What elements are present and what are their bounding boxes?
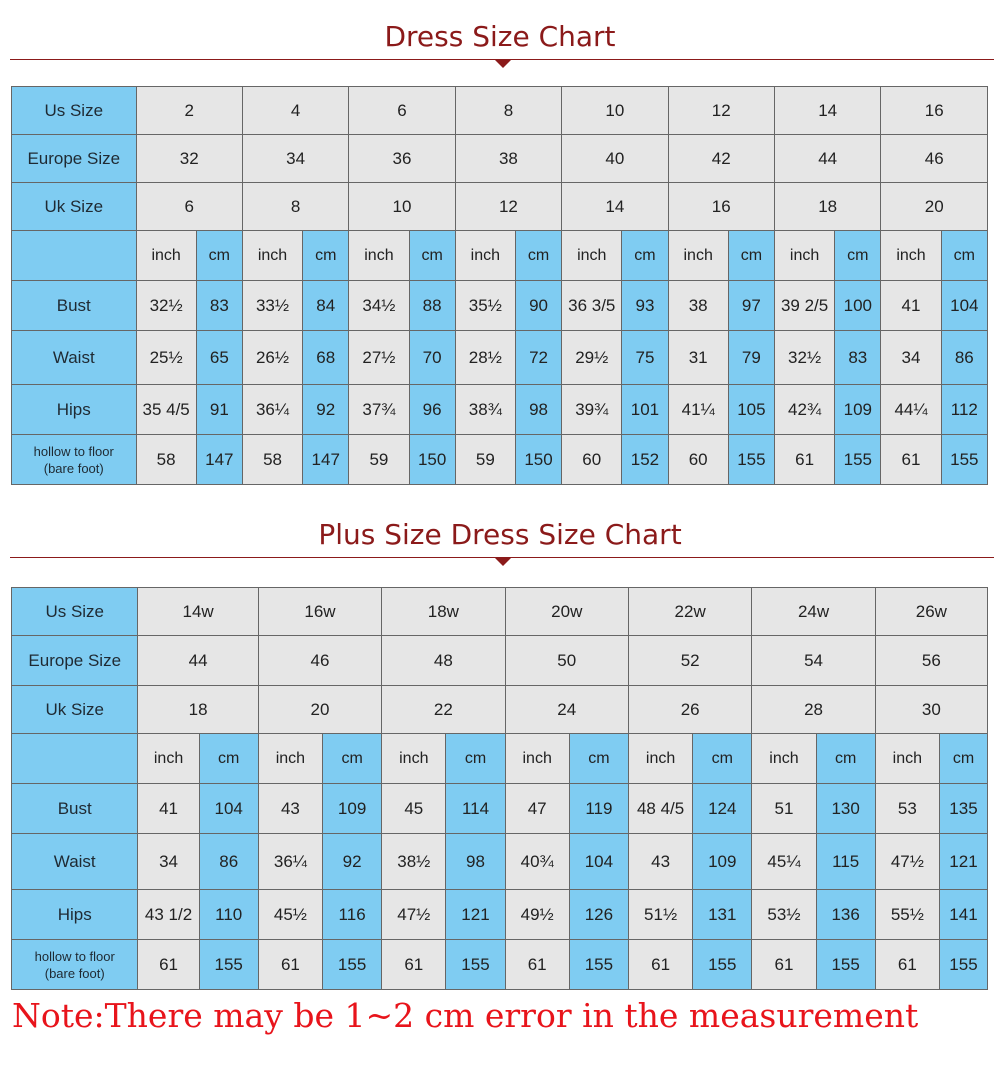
bust-cm-value: 114 [446, 784, 505, 834]
us-size-value: 6 [349, 87, 455, 135]
waist-inch-value: 36¼ [258, 834, 322, 890]
europe-size-value: 52 [628, 636, 751, 686]
waist-inch-value: 25½ [136, 331, 196, 385]
hollow-to-floor-label [12, 940, 138, 990]
waist-inch-value: 43 [628, 834, 692, 890]
hollow-cm-value: 155 [939, 940, 987, 990]
waist-cm-value: 75 [622, 331, 668, 385]
uk-size-value: 30 [875, 686, 987, 734]
bust-cm-value: 83 [196, 281, 242, 331]
unit-inch-header: inch [628, 734, 692, 784]
us-size-value: 8 [455, 87, 561, 135]
hips-cm-value: 121 [446, 890, 505, 940]
hips-cm-value: 92 [303, 385, 349, 435]
hips-inch-value: 36¼ [242, 385, 302, 435]
waist-inch-value: 31 [668, 331, 728, 385]
waist-cm-value: 86 [199, 834, 258, 890]
hips-cm-value: 96 [409, 385, 455, 435]
us-size-value: 4 [242, 87, 348, 135]
us-size-value: 2 [136, 87, 242, 135]
us-size-value: 14 [774, 87, 880, 135]
hollow-inch-value: 60 [562, 435, 622, 485]
table-row [12, 183, 988, 231]
waist-cm-value: 92 [323, 834, 382, 890]
uk-size-value: 14 [562, 183, 668, 231]
table-row [12, 435, 988, 485]
uk-size-value: 24 [505, 686, 628, 734]
hips-inch-value: 35 4/5 [136, 385, 196, 435]
table-row [12, 834, 988, 890]
waist-inch-value: 34 [138, 834, 199, 890]
table-row [12, 231, 988, 281]
unit-inch-header: inch [505, 734, 569, 784]
unit-cm-header: cm [939, 734, 987, 784]
waist-label: Waist [12, 331, 137, 385]
unit-inch-header: inch [752, 734, 816, 784]
waist-cm-value: 65 [196, 331, 242, 385]
us-size-value: 16 [881, 87, 988, 135]
caret-down-icon [495, 558, 511, 566]
hollow-inch-value: 58 [242, 435, 302, 485]
uk-size-label: Uk Size [12, 183, 137, 231]
bust-inch-value: 45 [382, 784, 446, 834]
unit-cm-header: cm [323, 734, 382, 784]
bust-cm-value: 130 [816, 784, 875, 834]
hollow-label-line2: (bare foot) [44, 965, 105, 981]
bust-cm-value: 97 [728, 281, 774, 331]
unit-inch-header: inch [881, 231, 941, 281]
caret-down-icon [495, 60, 511, 68]
waist-cm-value: 72 [515, 331, 561, 385]
unit-inch-header: inch [242, 231, 302, 281]
europe-size-value: 56 [875, 636, 987, 686]
hips-inch-value: 55½ [875, 890, 939, 940]
hollow-cm-value: 155 [816, 940, 875, 990]
europe-size-value: 48 [382, 636, 505, 686]
bust-inch-value: 41 [138, 784, 199, 834]
unit-cm-header: cm [728, 231, 774, 281]
hips-cm-value: 141 [939, 890, 987, 940]
hollow-inch-value: 60 [668, 435, 728, 485]
table-row [12, 135, 988, 183]
hips-cm-value: 126 [569, 890, 628, 940]
hollow-to-floor-label [12, 435, 137, 485]
europe-size-label: Europe Size [12, 636, 138, 686]
unit-cm-header: cm [446, 734, 505, 784]
hollow-cm-value: 147 [196, 435, 242, 485]
europe-size-value: 44 [138, 636, 258, 686]
hips-cm-value: 109 [835, 385, 881, 435]
hollow-cm-value: 155 [941, 435, 987, 485]
bust-inch-value: 41 [881, 281, 941, 331]
hips-inch-value: 51½ [628, 890, 692, 940]
unit-inch-header: inch [562, 231, 622, 281]
hips-cm-value: 116 [323, 890, 382, 940]
hollow-cm-value: 155 [199, 940, 258, 990]
measurement-note: Note:There may be 1~2 cm error in the measurement [12, 996, 919, 1035]
waist-cm-value: 98 [446, 834, 505, 890]
hollow-cm-value: 150 [409, 435, 455, 485]
us-size-value: 18w [382, 588, 505, 636]
hollow-cm-value: 152 [622, 435, 668, 485]
unit-cm-header: cm [196, 231, 242, 281]
waist-inch-value: 29½ [562, 331, 622, 385]
us-size-value: 22w [628, 588, 751, 636]
unit-inch-header: inch [668, 231, 728, 281]
bust-inch-value: 33½ [242, 281, 302, 331]
us-size-label: Us Size [12, 87, 137, 135]
us-size-value: 24w [752, 588, 875, 636]
table-row [12, 784, 988, 834]
unit-cm-header: cm [569, 734, 628, 784]
unit-inch-header: inch [349, 231, 409, 281]
hips-inch-value: 43 1/2 [138, 890, 199, 940]
us-size-value: 10 [562, 87, 668, 135]
europe-size-value: 32 [136, 135, 242, 183]
hips-cm-value: 110 [199, 890, 258, 940]
dress-size-table [11, 86, 988, 485]
uk-size-value: 8 [242, 183, 348, 231]
hips-inch-value: 39¾ [562, 385, 622, 435]
bust-cm-value: 93 [622, 281, 668, 331]
europe-size-value: 42 [668, 135, 774, 183]
unit-row-label [12, 231, 137, 281]
waist-inch-value: 28½ [455, 331, 515, 385]
bust-cm-value: 109 [323, 784, 382, 834]
unit-cm-header: cm [835, 231, 881, 281]
table-row [12, 87, 988, 135]
bust-cm-value: 88 [409, 281, 455, 331]
europe-size-value: 54 [752, 636, 875, 686]
us-size-value: 14w [138, 588, 258, 636]
bust-cm-value: 135 [939, 784, 987, 834]
unit-inch-header: inch [136, 231, 196, 281]
hollow-inch-value: 61 [258, 940, 322, 990]
waist-inch-value: 27½ [349, 331, 409, 385]
unit-cm-header: cm [199, 734, 258, 784]
hollow-label-line1: hollow to floor [33, 443, 114, 459]
hips-inch-value: 53½ [752, 890, 816, 940]
hollow-inch-value: 61 [881, 435, 941, 485]
bust-inch-value: 32½ [136, 281, 196, 331]
hips-inch-value: 37¾ [349, 385, 409, 435]
hollow-inch-value: 59 [455, 435, 515, 485]
waist-cm-value: 109 [693, 834, 752, 890]
uk-size-value: 26 [628, 686, 751, 734]
waist-cm-value: 104 [569, 834, 628, 890]
hollow-inch-value: 59 [349, 435, 409, 485]
europe-size-value: 50 [505, 636, 628, 686]
bust-cm-value: 104 [199, 784, 258, 834]
hollow-inch-value: 61 [138, 940, 199, 990]
table-row [12, 890, 988, 940]
waist-cm-value: 79 [728, 331, 774, 385]
hollow-cm-value: 155 [728, 435, 774, 485]
unit-inch-header: inch [875, 734, 939, 784]
bust-cm-value: 124 [693, 784, 752, 834]
hollow-inch-value: 61 [382, 940, 446, 990]
bust-cm-value: 84 [303, 281, 349, 331]
bust-inch-value: 35½ [455, 281, 515, 331]
hollow-inch-value: 61 [628, 940, 692, 990]
hollow-inch-value: 61 [875, 940, 939, 990]
bust-inch-value: 38 [668, 281, 728, 331]
europe-size-value: 38 [455, 135, 561, 183]
table-row [12, 281, 988, 331]
waist-inch-value: 47½ [875, 834, 939, 890]
us-size-value: 12 [668, 87, 774, 135]
table-row [12, 588, 988, 636]
unit-cm-header: cm [816, 734, 875, 784]
bust-inch-value: 53 [875, 784, 939, 834]
uk-size-value: 18 [774, 183, 880, 231]
bust-inch-value: 39 2/5 [774, 281, 834, 331]
bust-label: Bust [12, 281, 137, 331]
waist-inch-value: 34 [881, 331, 941, 385]
table-row [12, 636, 988, 686]
hollow-inch-value: 61 [752, 940, 816, 990]
waist-label: Waist [12, 834, 138, 890]
hollow-inch-value: 61 [774, 435, 834, 485]
hips-cm-value: 105 [728, 385, 774, 435]
hollow-label-line2: (bare foot) [43, 460, 104, 476]
bust-cm-value: 104 [941, 281, 987, 331]
uk-size-value: 6 [136, 183, 242, 231]
unit-cm-header: cm [941, 231, 987, 281]
unit-row-label [12, 734, 138, 784]
waist-inch-value: 32½ [774, 331, 834, 385]
unit-inch-header: inch [774, 231, 834, 281]
bust-inch-value: 47 [505, 784, 569, 834]
unit-inch-header: inch [258, 734, 322, 784]
hips-cm-value: 136 [816, 890, 875, 940]
us-size-value: 26w [875, 588, 987, 636]
unit-cm-header: cm [303, 231, 349, 281]
hips-label: Hips [12, 890, 138, 940]
table-row [12, 331, 988, 385]
table-row [12, 940, 988, 990]
hips-inch-value: 47½ [382, 890, 446, 940]
uk-size-value: 20 [881, 183, 988, 231]
bust-inch-value: 43 [258, 784, 322, 834]
bust-cm-value: 100 [835, 281, 881, 331]
hollow-inch-value: 58 [136, 435, 196, 485]
waist-cm-value: 83 [835, 331, 881, 385]
hollow-cm-value: 150 [515, 435, 561, 485]
unit-inch-header: inch [382, 734, 446, 784]
waist-inch-value: 45¼ [752, 834, 816, 890]
bust-cm-value: 90 [515, 281, 561, 331]
waist-inch-value: 40¾ [505, 834, 569, 890]
table-row [12, 385, 988, 435]
uk-size-value: 28 [752, 686, 875, 734]
bust-inch-value: 36 3/5 [562, 281, 622, 331]
hips-inch-value: 41¼ [668, 385, 728, 435]
bust-inch-value: 34½ [349, 281, 409, 331]
unit-cm-header: cm [622, 231, 668, 281]
waist-cm-value: 121 [939, 834, 987, 890]
waist-inch-value: 38½ [382, 834, 446, 890]
unit-cm-header: cm [693, 734, 752, 784]
unit-cm-header: cm [409, 231, 455, 281]
chart-title: Plus Size Dress Size Chart [318, 518, 682, 551]
hips-cm-value: 98 [515, 385, 561, 435]
us-size-label: Us Size [12, 588, 138, 636]
hips-cm-value: 112 [941, 385, 987, 435]
europe-size-value: 34 [242, 135, 348, 183]
hips-label: Hips [12, 385, 137, 435]
hollow-cm-value: 155 [835, 435, 881, 485]
uk-size-label: Uk Size [12, 686, 138, 734]
hollow-cm-value: 155 [446, 940, 505, 990]
hips-inch-value: 42¾ [774, 385, 834, 435]
europe-size-value: 36 [349, 135, 455, 183]
europe-size-value: 46 [258, 636, 381, 686]
europe-size-value: 44 [774, 135, 880, 183]
waist-cm-value: 68 [303, 331, 349, 385]
uk-size-value: 18 [138, 686, 258, 734]
europe-size-label: Europe Size [12, 135, 137, 183]
bust-inch-value: 48 4/5 [628, 784, 692, 834]
bust-inch-value: 51 [752, 784, 816, 834]
uk-size-value: 20 [258, 686, 381, 734]
hollow-cm-value: 147 [303, 435, 349, 485]
plus-size-table [11, 587, 988, 990]
unit-inch-header: inch [455, 231, 515, 281]
hips-inch-value: 49½ [505, 890, 569, 940]
europe-size-value: 40 [562, 135, 668, 183]
hips-cm-value: 101 [622, 385, 668, 435]
bust-label: Bust [12, 784, 138, 834]
hips-inch-value: 44¼ [881, 385, 941, 435]
bust-cm-value: 119 [569, 784, 628, 834]
uk-size-value: 12 [455, 183, 561, 231]
uk-size-value: 10 [349, 183, 455, 231]
hips-inch-value: 38¾ [455, 385, 515, 435]
uk-size-value: 22 [382, 686, 505, 734]
waist-cm-value: 115 [816, 834, 875, 890]
unit-inch-header: inch [138, 734, 199, 784]
europe-size-value: 46 [881, 135, 988, 183]
us-size-value: 20w [505, 588, 628, 636]
hips-inch-value: 45½ [258, 890, 322, 940]
us-size-value: 16w [258, 588, 381, 636]
waist-cm-value: 86 [941, 331, 987, 385]
hips-cm-value: 131 [693, 890, 752, 940]
unit-cm-header: cm [515, 231, 561, 281]
hollow-cm-value: 155 [569, 940, 628, 990]
hollow-inch-value: 61 [505, 940, 569, 990]
hollow-cm-value: 155 [693, 940, 752, 990]
hollow-cm-value: 155 [323, 940, 382, 990]
waist-cm-value: 70 [409, 331, 455, 385]
table-row [12, 734, 988, 784]
table-row [12, 686, 988, 734]
hollow-label-line1: hollow to floor [34, 948, 115, 964]
hips-cm-value: 91 [196, 385, 242, 435]
chart-title: Dress Size Chart [384, 20, 616, 53]
waist-inch-value: 26½ [242, 331, 302, 385]
uk-size-value: 16 [668, 183, 774, 231]
